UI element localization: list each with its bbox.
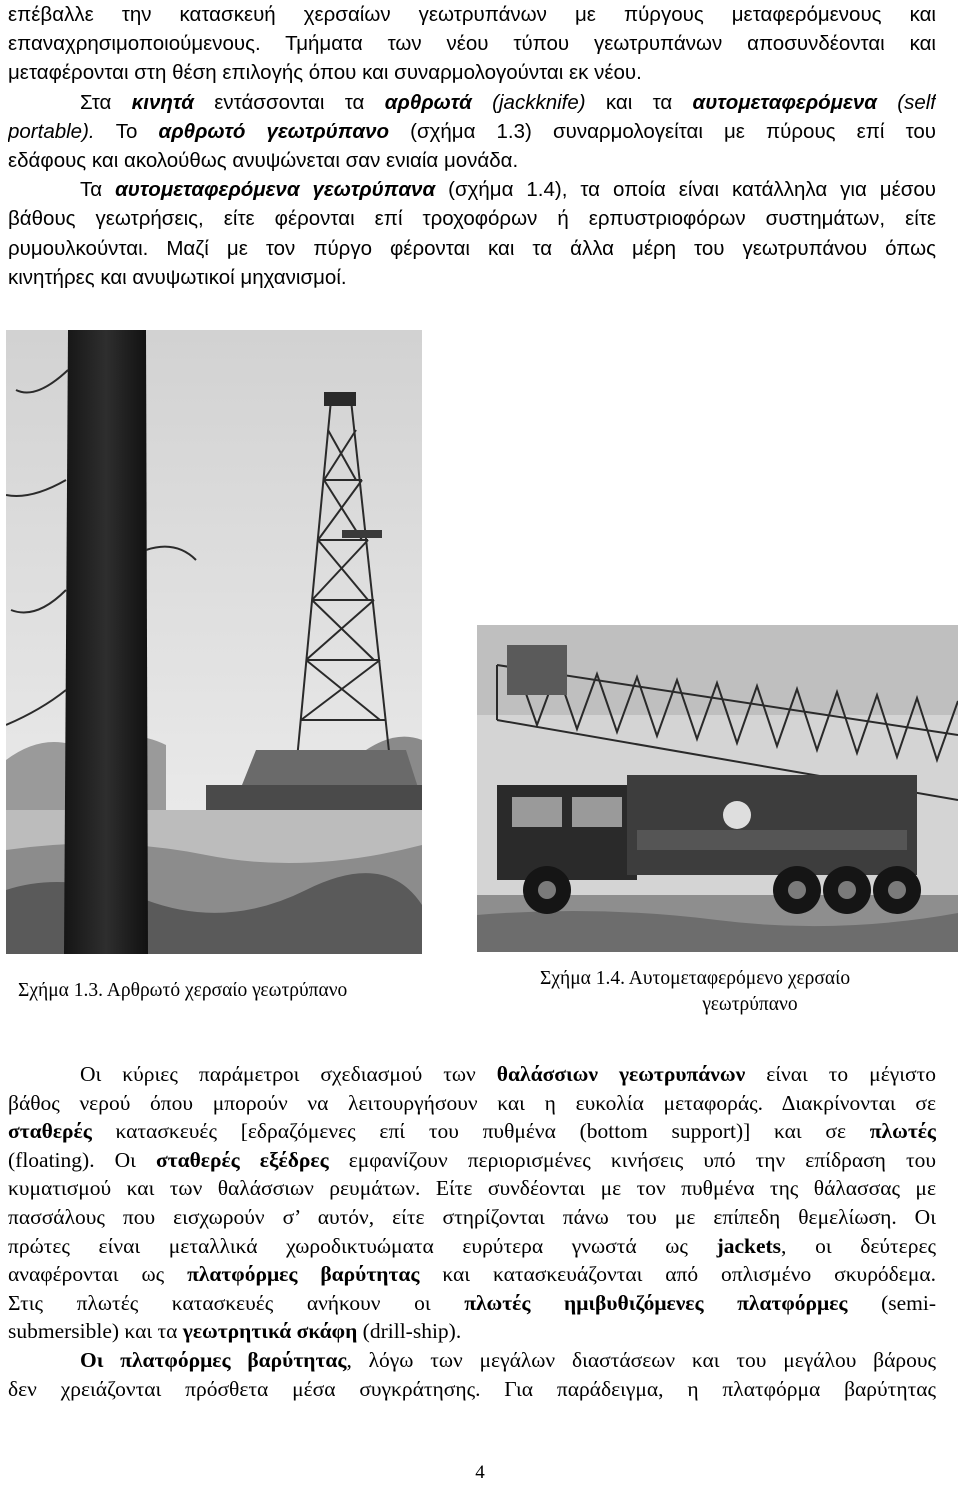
text-line: Στις πλωτές κατασκευές ανήκουν οι πλωτές ημιβυθιζόμενες πλατφόρμες (semi- — [8, 1290, 936, 1315]
text-line: μεταφέρονται στη θέση επιλογής όπου και συναρμολογούνται εκ νέου. — [8, 61, 642, 85]
intro-paragraphs — [8, 0, 936, 292]
gravity-platforms-sentence: Οι πλατφόρμες βαρύτητας, λόγω των μεγάλων διαστάσεων και του μεγάλου βάρους — [80, 1347, 936, 1372]
truck-rig-photo — [477, 625, 958, 952]
jackknife-rig-photo — [6, 330, 422, 954]
text-line: αναφέρονται ως πλατφόρμες βαρύτητας και κατασκευάζονται από οπλισμένο σκυρόδεμα. — [8, 1262, 936, 1287]
text-line: πρώτες είναι μεταλλικά χωροδικτυώματα ευρύτερα γνωστά ως jackets, οι δεύτερες — [8, 1233, 936, 1258]
text-line: portable). Το αρθρωτό γεωτρύπανο (σχήμα 1.3) συναρμολογείται με πύρους επί του — [8, 119, 936, 143]
self-portable-sentence: Τα αυτομεταφερόμενα γεωτρύπανα (σχήμα 1.4), τα οποία είναι κατάλληλα για μέσου — [80, 178, 936, 202]
text-line: δεν χρειάζονται πρόσθετα μέσα συγκράτησης. Για παράδειγμα, η πλατφόρμα βαρύτητας — [8, 1376, 936, 1401]
text-line: κινητήρες και ανυψωτικοί μηχανισμοί. — [8, 265, 347, 289]
page-number: 4 — [475, 1462, 485, 1483]
text-line: επαναχρησιμοποιούμενους. Τμήματα των νέου τύπου γεωτρυπάνων αποσυνδέονται και — [8, 32, 936, 56]
text-line: (floating). Οι σταθερές εξέδρες εμφανίζουν περιορισμένες κινήσεις υπό την επίδραση του — [8, 1147, 936, 1172]
text-line: βάθους γεωτρήσεις, είτε φέρονται επί τροχοφόρων ή ερπυστριοφόρων συστημάτων, είτε — [8, 207, 936, 231]
figure-1-3-caption: Σχήμα 1.3. Αρθρωτό χερσαίο γεωτρύπανο — [18, 980, 348, 1001]
text-line: ρυμουλκούνται. Μαζί με τον πύργο φέρονται και τα άλλα μέρη του γεωτρυπάνου όπως — [8, 236, 936, 260]
text-line: submersible) και τα γεωτρητικά σκάφη (drill-ship). — [8, 1319, 462, 1344]
text-line: Οι κύριες παράμετροι σχεδιασμού των θαλάσσιων γεωτρυπάνων είναι το μέγιστο — [80, 1062, 936, 1086]
text-line: επέβαλλε την κατασκευή χερσαίων γεωτρυπάνων με πύργους μεταφερόμενους και — [8, 3, 936, 26]
text-line: εδάφους και ακολούθως ανυψώνεται σαν ενιαία μονάδα. — [8, 149, 519, 173]
text-line: βάθος νερού όπου μπορούν να λειτουργήσουν και η ευκολία μεταφοράς. Διακρίνονται σε — [8, 1090, 936, 1115]
text-line: κυματισμού και των θαλάσσιων ρευμάτων. Είτε συνδέονται με τον πυθμένα της θάλασσας με — [8, 1176, 936, 1201]
offshore-paragraphs — [8, 1060, 936, 1403]
figure-1-4-caption: Σχήμα 1.4. Αυτομεταφερόμενο χερσαίο γεωτρύπανο — [540, 968, 851, 1015]
text-line: πασσάλους που εισχωρούν σ’ αυτόν, είτε στηρίζονται πάνω του με επίπεδη θεμελίωση. Οι — [8, 1204, 936, 1229]
text-line: σταθερές κατασκευές [εδραζόμενες επί του πυθμένα (bottom support)] και σε πλωτές — [8, 1119, 936, 1144]
mobile-rigs-sentence: Στα κινητά εντάσσονται τα αρθρωτά (jackknife) και τα αυτομεταφερόμενα (self — [80, 90, 936, 114]
